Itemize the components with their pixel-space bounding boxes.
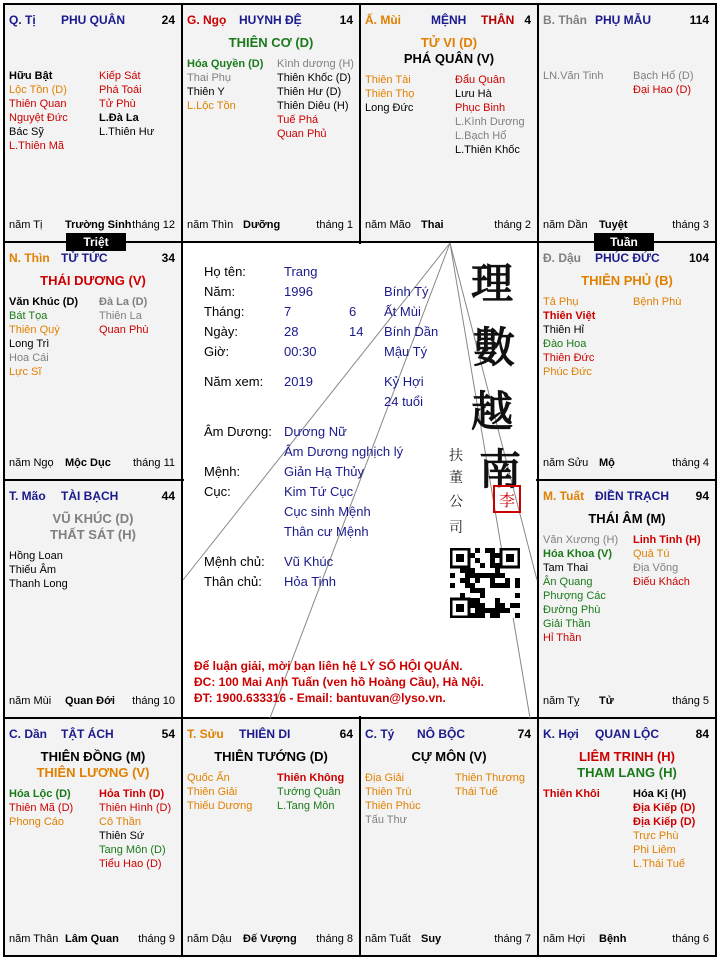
name-label: Họ tên: <box>204 264 246 279</box>
minor-star: Hỉ Thần <box>543 632 582 644</box>
minor-star: Thiên Việt <box>543 310 596 322</box>
minor-star: Tả Phụ <box>543 296 579 308</box>
minor-star: Tử Phù <box>99 98 136 110</box>
palace-age-number: 114 <box>689 13 709 27</box>
minor-star: Thiên Thọ <box>365 88 415 100</box>
hour-label: Giờ: <box>204 344 230 359</box>
footer-phase: Suy <box>421 933 442 945</box>
minor-star: Thanh Long <box>9 578 68 590</box>
day-value: 28 <box>284 324 299 339</box>
minor-star: Bệnh Phù <box>633 296 682 308</box>
footer-year: năm Tuất <box>365 933 411 945</box>
minor-star: Hoa Cái <box>9 352 49 364</box>
palace-age-number: 94 <box>695 489 709 503</box>
branch-label: Ấ. Mùi <box>365 13 401 27</box>
minor-star: Thiên La <box>99 310 142 322</box>
minor-star: L.Tang Môn <box>277 800 335 812</box>
branch-label: N. Thìn <box>9 251 50 265</box>
palace-age-number: 24 <box>161 13 175 27</box>
minor-star: Tam Thai <box>543 562 589 574</box>
footer-month: tháng 6 <box>672 933 709 945</box>
svg-text:扶: 扶 <box>449 448 463 464</box>
amduong-value: Dương Nữ <box>284 424 347 439</box>
view-year-label: Năm xem: <box>204 374 264 389</box>
year-can: Bính Tý <box>384 284 429 299</box>
footer-phase: Trường Sinh <box>65 219 132 231</box>
minor-star: Quốc Ấn <box>187 772 230 784</box>
branch-label: T. Sửu <box>187 727 224 741</box>
footer-year: năm Hợi <box>543 933 586 945</box>
contact-line-intro: Để luận giải, mời bạn liên hệ LÝ SỐ HỘI QUÁN. <box>194 659 463 673</box>
minor-star: Thiên Hình (D) <box>99 802 172 814</box>
age-value: 24 tuổi <box>384 394 424 409</box>
branch-label: C. Tý <box>365 727 395 741</box>
minor-star: Lộc Tồn (D) <box>9 84 67 96</box>
minor-star: Quan Phù <box>99 324 149 336</box>
contact-line-address: ĐC: 100 Mai Anh Tuấn (ven hồ Hoàng Cầu), Hà Nội. <box>194 675 485 689</box>
view-year-can: Kỷ Hợi <box>384 374 424 389</box>
footer-year: năm Tị <box>9 219 43 231</box>
amduong-label: Âm Dương: <box>204 424 272 439</box>
minor-star: Linh Tinh (H) <box>633 534 701 546</box>
main-star: PHÁ QUÂN (V) <box>403 51 495 66</box>
minor-star: Thái Tuế <box>455 786 498 798</box>
minor-star: Tướng Quân <box>277 786 341 798</box>
minor-star: Thiên Đức <box>543 352 595 364</box>
palace-name: ĐIỀN TRẠCH <box>595 489 669 503</box>
svg-text:司: 司 <box>449 520 463 536</box>
footer-month: tháng 3 <box>672 219 709 231</box>
month-can: Ất Mùi <box>384 304 421 319</box>
footer-phase: Bệnh <box>599 933 627 945</box>
minor-star: Long Trì <box>9 338 50 350</box>
palace-age-number: 64 <box>339 727 353 741</box>
month-lunar: 6 <box>349 304 357 319</box>
qr-code-icon <box>450 548 520 618</box>
main-star: THIÊN PHỦ (B) <box>581 273 673 288</box>
footer-month: tháng 12 <box>132 219 175 231</box>
than-palace-marker: THÂN <box>481 13 515 27</box>
minor-star: Cô Thần <box>99 816 141 828</box>
branch-label: M. Tuất <box>543 489 585 503</box>
palace-name: THIÊN DI <box>239 727 291 741</box>
minor-star: Hồng Loan <box>9 550 63 562</box>
footer-year: năm Mão <box>365 219 411 231</box>
contact-line-phone: ĐT: 1900.633316 - Email: bantuvan@lyso.vn. <box>194 691 446 705</box>
name-value: Trang <box>284 264 318 279</box>
minor-star: L.Thái Tuế <box>633 858 685 870</box>
main-star: THIÊN TƯỚNG (D) <box>214 749 328 764</box>
minor-star: Thiếu Âm <box>9 564 57 576</box>
minor-star: Thiên Quan <box>9 98 67 110</box>
minor-star: Đào Hoa <box>543 338 587 350</box>
minor-star: Thiên Trù <box>365 786 412 798</box>
branch-label: T. Mão <box>9 489 46 503</box>
amduong-note: Âm Dương nghịch lý <box>284 444 404 459</box>
footer-year: năm Thân <box>9 933 59 945</box>
minor-star: Quan Phủ <box>277 128 327 140</box>
menh-chu-label: Mệnh chủ: <box>204 554 265 569</box>
minor-star: Tuế Phá <box>277 114 319 126</box>
minor-star: Văn Xương (H) <box>543 534 619 546</box>
palace-age-number: 74 <box>517 727 531 741</box>
footer-month: tháng 2 <box>494 219 531 231</box>
palace-name: MỆNH <box>431 13 467 27</box>
footer-phase: Dưỡng <box>243 219 281 231</box>
minor-star: Kiếp Sát <box>99 70 141 82</box>
contact-block <box>194 658 484 706</box>
minor-star: Long Đức <box>365 102 414 114</box>
main-star: THÁI ÂM (M) <box>588 511 666 526</box>
svg-text:南: 南 <box>478 445 522 494</box>
minor-star: Thiên Diêu (H) <box>277 100 349 112</box>
minor-star: Đường Phù <box>543 604 601 616</box>
menh-label: Mệnh: <box>204 464 241 479</box>
svg-text:越: 越 <box>470 387 514 436</box>
minor-star: Phượng Các <box>543 590 606 602</box>
month-label: Tháng: <box>204 304 245 319</box>
main-star: THAM LANG (H) <box>577 765 677 780</box>
main-star: LIÊM TRINH (H) <box>578 749 676 764</box>
minor-star: LN.Văn Tinh <box>543 70 604 82</box>
minor-star: Thiên Hỉ <box>543 324 584 336</box>
minor-star: Hỏa Tinh (D) <box>99 788 165 800</box>
minor-star: Thai Phụ <box>187 72 232 84</box>
palace-name: TỬ TỨC <box>61 251 108 265</box>
minor-star: Lực Sĩ <box>9 366 42 378</box>
minor-star: Địa Kiếp (D) <box>633 816 696 828</box>
minor-star: Phong Cáo <box>9 816 65 828</box>
minor-star: Địa Võng <box>633 562 679 574</box>
branch-label: C. Dần <box>9 727 48 741</box>
footer-year: năm Thìn <box>187 219 234 231</box>
minor-star: Địa Giải <box>365 772 405 784</box>
palace-age-number: 84 <box>695 727 709 741</box>
footer-month: tháng 8 <box>316 933 353 945</box>
minor-star: Phá Toái <box>99 84 142 96</box>
footer-month: tháng 9 <box>138 933 175 945</box>
cuc-label: Cục: <box>204 484 231 499</box>
minor-star: Thiên Khôi <box>543 788 600 800</box>
minor-star: Hữu Bật <box>9 70 53 82</box>
footer-month: tháng 4 <box>672 457 709 469</box>
branch-label: G. Ngọ <box>187 13 227 27</box>
branch-label: B. Thân <box>543 13 587 27</box>
footer-phase: Mộ <box>599 457 615 469</box>
minor-star: Thiếu Dương <box>187 800 253 812</box>
minor-star: Tấu Thư <box>365 814 408 826</box>
palace-name: TÀI BẠCH <box>61 489 119 503</box>
minor-star: L.Bạch Hổ <box>455 130 507 142</box>
minor-star: Ân Quang <box>543 576 593 588</box>
minor-star: Giải Thần <box>543 618 591 630</box>
palace-name: TẬT ÁCH <box>61 727 114 741</box>
minor-star: Hóa Khoa (V) <box>543 548 613 560</box>
minor-star: L.Thiên Khốc <box>455 144 520 156</box>
minor-star: L.Thiên Hư <box>99 126 155 138</box>
minor-star: L.Lộc Tồn <box>187 100 236 112</box>
palace-age-number: 44 <box>161 489 175 503</box>
svg-text:董: 董 <box>449 470 463 486</box>
day-lunar: 14 <box>349 324 364 339</box>
minor-star: Thiên Mã (D) <box>9 802 74 814</box>
svg-text:理: 理 <box>470 259 514 308</box>
palace-name: NÔ BỘC <box>417 727 465 741</box>
minor-star: Quả Tú <box>633 548 670 560</box>
than-cu: Thân cư Mệnh <box>284 524 369 539</box>
than-chu-label: Thân chủ: <box>204 574 262 589</box>
main-star: THIÊN ĐỒNG (M) <box>40 749 146 764</box>
footer-phase: Đế Vượng <box>243 933 297 945</box>
minor-star: Hóa Kị (H) <box>633 788 687 800</box>
minor-star: Thiên Thương <box>455 772 526 784</box>
minor-star: Bát Tọa <box>9 310 48 322</box>
palace-age-number: 54 <box>161 727 175 741</box>
minor-star: Phúc Đức <box>543 366 592 378</box>
minor-star: Thiên Giải <box>187 786 238 798</box>
minor-star: Địa Kiếp (D) <box>633 802 696 814</box>
footer-month: tháng 11 <box>132 457 175 469</box>
palace-age-number: 34 <box>161 251 175 265</box>
footer-phase: Thai <box>421 219 444 231</box>
minor-star: Nguyệt Đức <box>9 112 68 124</box>
minor-star: L.Đà La <box>99 112 139 124</box>
month-value: 7 <box>284 304 292 319</box>
svg-text:數: 數 <box>472 323 516 372</box>
minor-star: Thiên Tài <box>365 74 411 86</box>
footer-month: tháng 5 <box>672 695 709 707</box>
palace-age-number: 14 <box>339 13 353 27</box>
minor-star: Thiên Sứ <box>99 830 145 842</box>
year-value: 1996 <box>284 284 313 299</box>
hour-can: Mậu Tý <box>384 344 428 359</box>
main-star: VŨ KHÚC (D) <box>52 511 134 526</box>
footer-month: tháng 10 <box>132 695 175 707</box>
main-star: THIÊN LƯƠNG (V) <box>36 765 150 780</box>
minor-star: L.Thiên Mã <box>9 140 65 152</box>
minor-star: Thiên Y <box>187 86 225 98</box>
minor-star: Đà La (D) <box>99 296 148 308</box>
cuc-relation: Cục sinh Mệnh <box>284 504 371 519</box>
svg-text:公: 公 <box>449 494 463 510</box>
footer-month: tháng 7 <box>494 933 531 945</box>
minor-star: Tang Môn (D) <box>99 844 166 856</box>
minor-star: Phục Binh <box>455 102 506 114</box>
minor-star: Điếu Khách <box>633 576 690 588</box>
minor-star: Trực Phù <box>633 830 679 842</box>
palace-name: PHỤ MẪU <box>595 13 651 27</box>
footer-month: tháng 1 <box>316 219 353 231</box>
badge-tuan: Tuần <box>594 233 654 251</box>
footer-year: năm Mùi <box>9 695 52 707</box>
day-label: Ngày: <box>204 324 238 339</box>
hour-value: 00:30 <box>284 344 317 359</box>
badge-triet: Triệt <box>66 233 126 251</box>
minor-star: Hóa Lộc (D) <box>9 788 71 800</box>
minor-star: Thiên Quý <box>9 324 60 336</box>
branch-label: Q. Tị <box>9 13 36 27</box>
branch-label: Đ. Dậu <box>543 251 582 265</box>
palace-name: PHÚC ĐỨC <box>595 251 660 265</box>
palace-name: PHU QUÂN <box>61 13 126 27</box>
footer-phase: Lâm Quan <box>65 933 119 945</box>
main-star: THIÊN CƠ (D) <box>228 35 314 50</box>
minor-star: Thiên Không <box>277 772 345 784</box>
minor-star: Thiên Phúc <box>365 800 421 812</box>
main-star: THẤT SÁT (H) <box>50 527 136 542</box>
footer-phase: Tử <box>599 695 614 707</box>
palace-name: HUYNH ĐỆ <box>239 13 302 27</box>
menh-chu-value: Vũ Khúc <box>284 554 334 569</box>
palace-age-number: 4 <box>524 13 531 27</box>
palace-age-number: 104 <box>688 251 709 265</box>
minor-star: Đại Hao (D) <box>633 84 692 96</box>
minor-star: Phi Liêm <box>633 844 676 856</box>
svg-text:李: 李 <box>498 491 516 510</box>
minor-star: Thiên Khốc (D) <box>277 72 351 84</box>
footer-year: năm Dậu <box>187 933 232 945</box>
cuc-value: Kim Tứ Cục <box>284 484 354 499</box>
minor-star: Đẩu Quân <box>455 74 506 86</box>
than-chu-value: Hỏa Tinh <box>284 574 337 589</box>
menh-value: Giản Hạ Thủy <box>284 464 364 479</box>
minor-star: Văn Khúc (D) <box>9 296 79 308</box>
minor-star: Hóa Quyền (D) <box>187 58 264 70</box>
minor-star: L.Kình Dương <box>455 116 525 128</box>
footer-year: năm Sửu <box>543 457 589 469</box>
main-star: THÁI DƯƠNG (V) <box>40 273 146 288</box>
footer-year: năm Ngọ <box>9 457 54 469</box>
main-star: CỰ MÔN (V) <box>411 749 487 764</box>
footer-phase: Tuyệt <box>599 219 628 231</box>
main-star: TỬ VI (D) <box>420 35 478 50</box>
day-can: Bính Dần <box>384 324 439 339</box>
footer-year: năm Tỵ <box>543 695 580 707</box>
minor-star: Bạch Hổ (D) <box>633 70 694 82</box>
footer-phase: Mộc Dục <box>65 457 111 469</box>
minor-star: Lưu Hà <box>455 88 492 100</box>
footer-phase: Quan Đới <box>65 695 115 707</box>
year-label: Năm: <box>204 284 236 299</box>
view-year-value: 2019 <box>284 374 313 389</box>
palace-name: QUAN LỘC <box>595 727 659 741</box>
minor-star: Tiểu Hao (D) <box>99 858 162 870</box>
minor-star: Kình dương (H) <box>277 58 354 70</box>
branch-label: K. Hợi <box>543 727 579 741</box>
footer-year: năm Dần <box>543 219 588 231</box>
minor-star: Bác Sỹ <box>9 126 44 138</box>
minor-star: Thiên Hư (D) <box>277 86 342 98</box>
